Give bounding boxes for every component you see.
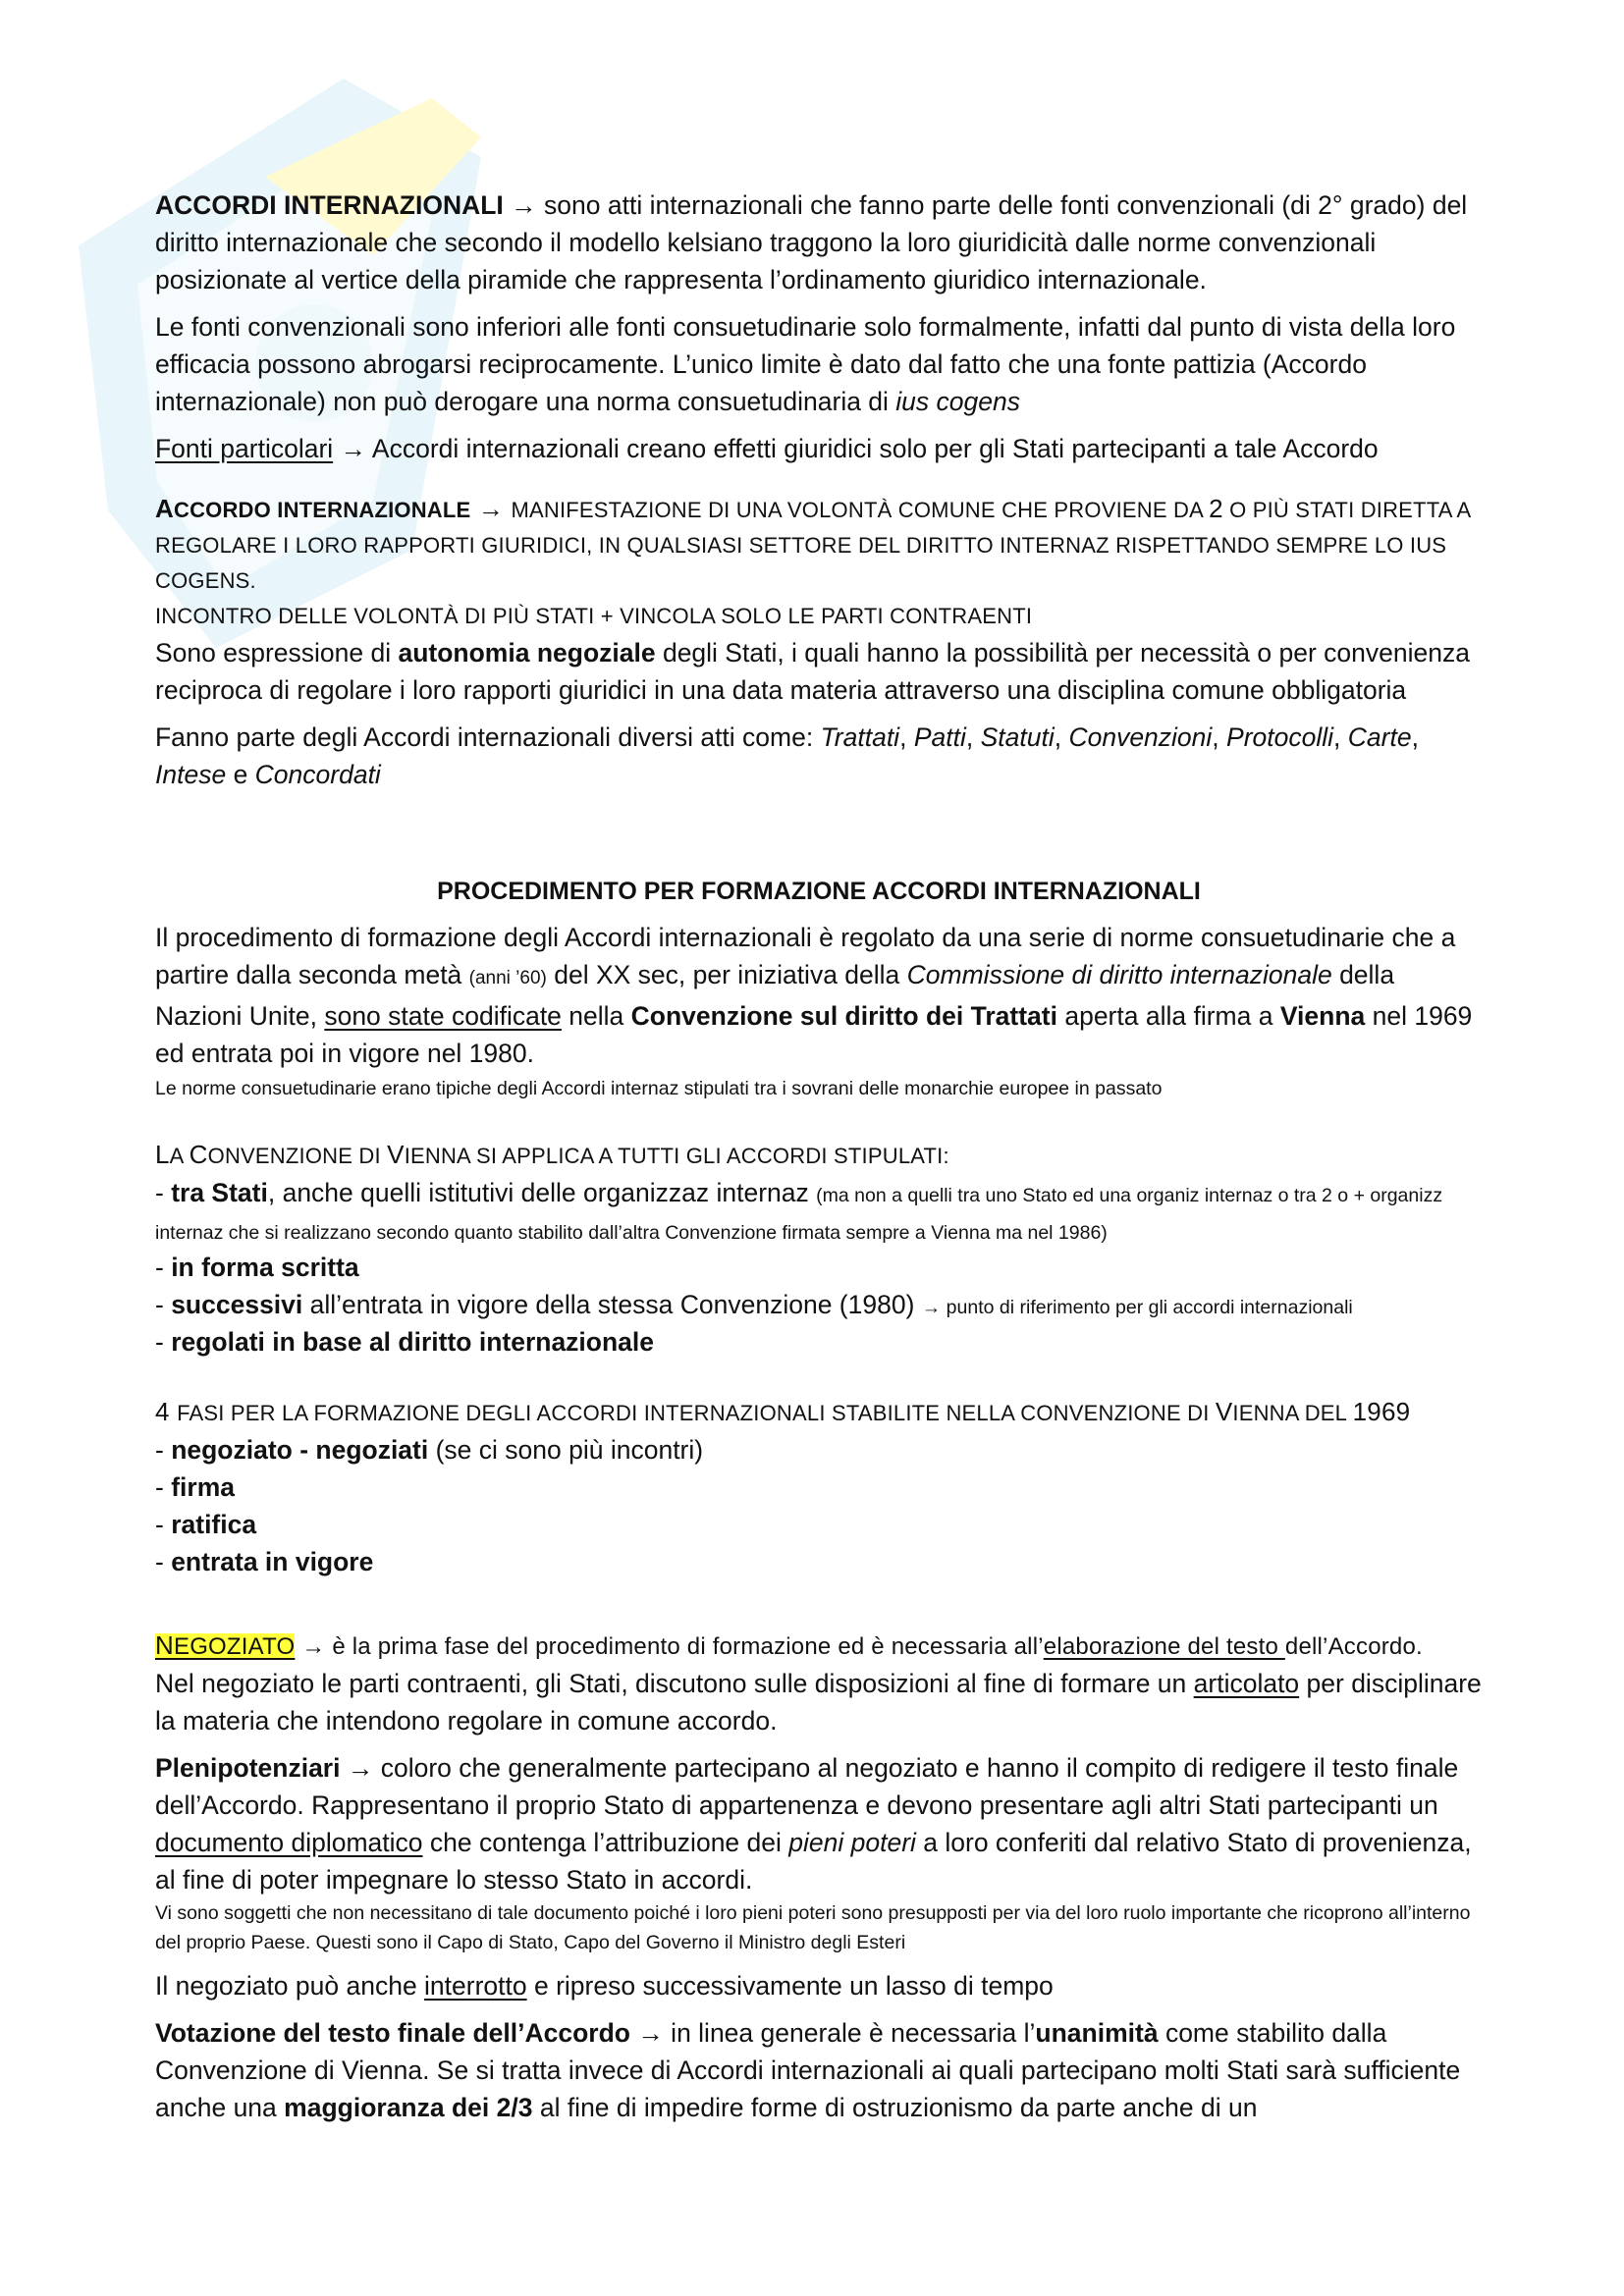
- vienna-item-successive: - successivi all’entrata in vigore della stessa Convenzione (1980) → punto di riferimento per gli accordi internazionali: [155, 1290, 1353, 1319]
- convention-name: Convenzione sul diritto dei Trattati: [630, 1001, 1057, 1031]
- intro-term: ACCORDI INTERNAZIONALI: [155, 190, 504, 220]
- act-item: Carte: [1347, 722, 1412, 752]
- definition-heading: [155, 491, 1483, 599]
- particular-sources-text: Accordi internazionali creano effetti giuridici solo per gli Stati partecipanti a tale Accordo: [371, 434, 1379, 463]
- negoziato-paragraph: Nel negoziato le parti contraenti, gli Stati, discutono sulle disposizioni al fine di formare un articolato per disciplinare la materia che intendono regolare in comune accordo.: [155, 1669, 1482, 1735]
- codified-phrase: sono state codificate: [324, 1001, 562, 1031]
- phase-item: - firma: [155, 1472, 235, 1502]
- phase-item: - entrata in vigore: [155, 1547, 374, 1576]
- particular-sources-paragraph: [155, 430, 1483, 467]
- definition-line-1: MANIFESTAZIONE DI UNA VOLONTÀ COMUNE CHE PROVIENE DA: [511, 498, 1210, 522]
- intro-text-1: sono atti internazionali che fanno parte delle fonti convenzionali (di 2° grado) del diritto internazionale che secondo il modello kelsiano traggono la loro giuridicità dalle norme convenzionali posizionate al vertice della piramide che rappresenta l’ordinamento giuridico internazionale.: [155, 190, 1468, 294]
- vienna-name: Vienna: [1279, 1001, 1366, 1031]
- act-item: Protocolli: [1226, 722, 1334, 752]
- phases-heading: 4 FASI PER LA FORMAZIONE DEGLI ACCORDI INTERNAZIONALI STABILITE NELLA CONVENZIONE DI VIENNA DEL 1969: [155, 1397, 1411, 1426]
- interruption-paragraph: Il negoziato può anche interrotto e ripreso successivamente un lasso di tempo: [155, 1971, 1054, 2001]
- autonomy-text-c: degli Stati, i quali hanno la possibilità per necessità o per convenienza reciproca di regolare i loro rapporti giuridici in una data materia attraverso una disciplina comune obbligatoria: [155, 638, 1470, 705]
- intro-paragraph: [155, 187, 1483, 298]
- commission-name: Commissione di diritto internazionale: [906, 960, 1332, 989]
- plenipotentiaries-term: Plenipotenziari: [155, 1753, 341, 1783]
- vienna-item-written: - in forma scritta: [155, 1253, 359, 1282]
- definition-term: CCORDO INTERNAZIONALE: [173, 498, 471, 522]
- definition-line-2: INCONTRO DELLE VOLONTÀ DI PIÙ STATI + VINCOLA SOLO LE PARTI CONTRAENTI: [155, 604, 1033, 628]
- phase-item: - negoziato - negoziati (se ci sono più incontri): [155, 1435, 704, 1465]
- intro-arrow: →: [503, 190, 545, 220]
- phase-item: - ratifica: [155, 1510, 257, 1539]
- vienna-item-states: - tra Stati, anche quelli istitutivi delle organizzaz internaz (ma non a quelli tra uno Stato ed una organiz internaz o tra 2 o + organizz internaz che si realizzano secondo quanto stabilito dall’altra Convenzione firmata sempre a Vienna ma nel 1986): [155, 1178, 1443, 1244]
- procedure-years-note: (anni ’60): [468, 968, 547, 988]
- acts-intro: Fanno parte degli Accordi internazionali diversi atti come:: [155, 722, 821, 752]
- sources-text: Le fonti convenzionali sono inferiori alle fonti consuetudinarie solo formalmente, infatti dal punto di vista della loro efficacia possono abrogarsi reciprocamente. L’unico limite è dato dal fatto che una fonte pattizia (Accordo internazionale) non può derogare una norma consuetudinaria di: [155, 312, 1456, 416]
- definition-cap: A: [155, 494, 174, 523]
- act-item: Concordati: [254, 760, 381, 789]
- negoziato-heading: NEGOZIATO → è la prima fase del procedimento di formazione ed è necessaria all’elaborazione del testo dell’Accordo.: [155, 1630, 1423, 1660]
- autonomy-text-a: Sono espressione di: [155, 638, 399, 667]
- acts-paragraph: Fanno parte degli Accordi internazionali diversi atti come: Trattati, Patti, Statuti, Convenzioni, Protocolli, Carte, Intese e Concordati: [155, 722, 1419, 789]
- act-item: Patti: [913, 722, 966, 752]
- document-page: [155, 187, 1483, 2136]
- plenipotentiaries-paragraph: Plenipotenziari → coloro che generalmente partecipano al negoziato e hanno il compito di redigere il testo finale dell’Accordo. Rappresentano il proprio Stato di appartenenza e devono presentare agli altri Stati partecipanti un documento diplomatico che contenga l’attribuzione dei pieni poteri a loro conferiti dal relativo Stato di provenienza, al fine di poter impegnare lo stesso Stato in accordi.: [155, 1753, 1472, 1895]
- particular-sources-term: Fonti particolari: [155, 434, 334, 463]
- act-item: Statuti: [980, 722, 1055, 752]
- vienna-item-states-note: (ma non a quelli tra uno Stato ed una organiz internaz o tra 2 o + organizz internaz che si realizzano secondo quanto stabilito dall’altra Convenzione firmata sempre a Vienna ma nel 1986): [155, 1185, 1443, 1244]
- particular-sources-arrow: →: [333, 434, 372, 463]
- autonomy-paragraph: [155, 634, 1483, 709]
- definition-line-1b: O PIÙ STATI DIRETTA A REGOLARE I LORO RAPPORTI GIURIDICI, IN QUALSIASI SETTORE DEL DIRITTO INTERNAZ RISPETTANDO SEMPRE LO IUS COGENS.: [155, 498, 1471, 593]
- plenipotentiaries-note: Vi sono soggetti che non necessitano di tale documento poiché i loro pieni poteri sono presupposti per via del loro ruolo importante che ricoprono all’interno del proprio Paese. Questi sono il Capo di Stato, Capo del Governo il Ministro degli Esteri: [155, 1902, 1471, 1953]
- sources-paragraph: [155, 308, 1483, 420]
- definition-number: 2: [1209, 494, 1223, 523]
- act-item: Convenzioni: [1068, 722, 1213, 752]
- act-item: Intese: [155, 760, 227, 789]
- voting-term: Votazione del testo finale dell’Accordo: [155, 2018, 630, 2048]
- vienna-item-regulated: - regolati in base al diritto internazionale: [155, 1327, 655, 1357]
- definition-arrow: →: [470, 494, 512, 523]
- procedure-title: PROCEDIMENTO PER FORMAZIONE ACCORDI INTERNAZIONALI: [437, 878, 1201, 905]
- vienna-heading: LA CONVENZIONE DI VIENNA SI APPLICA A TUTTI GLI ACCORDI STIPULATI:: [155, 1140, 949, 1169]
- procedure-note: Le norme consuetudinarie erano tipiche degli Accordi internaz stipulati tra i sovrani delle monarchie europee in passato: [155, 1078, 1163, 1099]
- act-item: Trattati: [820, 722, 900, 752]
- procedure-paragraph: Il procedimento di formazione degli Accordi internazionali è regolato da una serie di norme consuetudinarie che a partire dalla seconda metà (anni ’60) del XX sec, per iniziativa della Commissione di diritto internazionale della Nazioni Unite, sono state codificate nella Convenzione sul diritto dei Trattati aperta alla firma a Vienna nel 1969 ed entrata poi in vigore nel 1980.: [155, 923, 1473, 1068]
- voting-paragraph: Votazione del testo finale dell’Accordo → in linea generale è necessaria l’unanimità come stabilito dalla Convenzione di Vienna. Se si tratta invece di Accordi internazionali ai quali partecipano molti Stati sarà sufficiente anche una maggioranza dei 2/3 al fine di impedire forme di ostruzionismo da parte anche di un: [155, 2018, 1461, 2122]
- negoziato-term: NEGOZIATO: [155, 1630, 296, 1660]
- autonomy-term: autonomia negoziale: [398, 638, 656, 667]
- ius-cogens-term: ius cogens: [895, 387, 1020, 416]
